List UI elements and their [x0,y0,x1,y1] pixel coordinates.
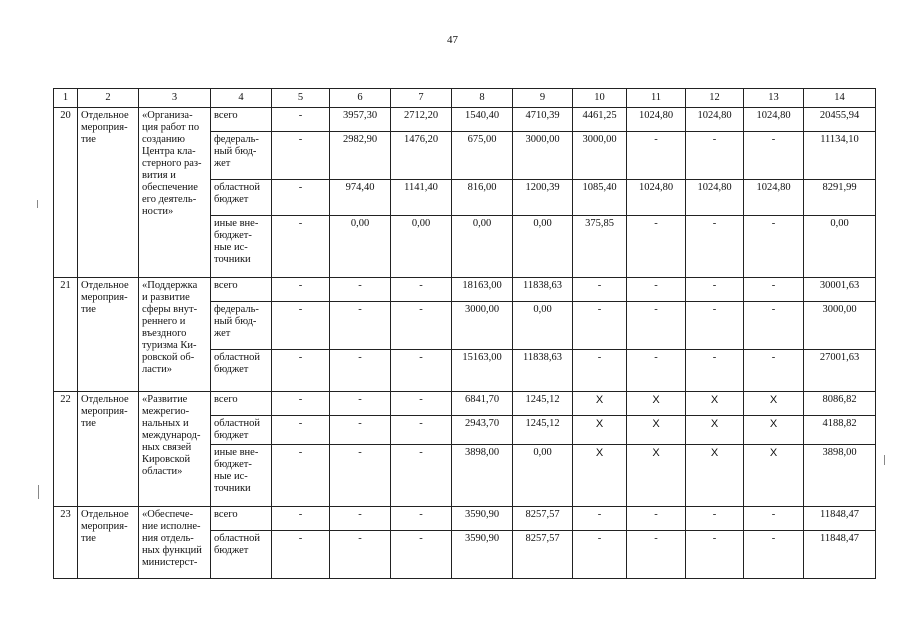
column-header-5: 5 [272,89,330,108]
value-cell-col-13: - [744,531,804,579]
value-cell-col-13: - [744,302,804,350]
value-cell-col-6: - [330,416,391,445]
value-cell-col-7: - [391,350,452,392]
value-cell-col-10: 3000,00 [573,132,627,180]
funding-source: федераль- ный бюд- жет [211,132,272,180]
value-cell-col-6: 3957,30 [330,108,391,132]
value-cell-col-9: 0,00 [513,445,573,507]
column-header-12: 12 [686,89,744,108]
value-cell-col-5: - [272,507,330,531]
column-header-2: 2 [78,89,139,108]
budget-table [53,88,876,579]
value-cell-col-10: 1085,40 [573,180,627,216]
value-cell-col-7: - [391,392,452,416]
measure-type: Отдельное мероприя- тие [78,108,139,278]
value-cell-col-9: 4710,39 [513,108,573,132]
measure-type: Отдельное мероприя- тие [78,392,139,507]
value-cell-col-11: X [627,416,686,445]
value-cell-col-8: 3590,90 [452,507,513,531]
value-cell-col-7: 1476,20 [391,132,452,180]
value-cell-col-8: 0,00 [452,216,513,278]
value-cell-col-13: - [744,507,804,531]
measure-type: Отдельное мероприя- тие [78,507,139,579]
value-cell-col-7: 0,00 [391,216,452,278]
value-cell-col-14: 3000,00 [804,302,876,350]
value-cell-col-12: X [686,392,744,416]
funding-source: областной бюджет [211,350,272,392]
column-header-7: 7 [391,89,452,108]
funding-source: всего [211,108,272,132]
column-header-10: 10 [573,89,627,108]
value-cell-col-13: X [744,416,804,445]
funding-source: областной бюджет [211,531,272,579]
table-body [54,89,876,579]
measure-type: Отдельное мероприя- тие [78,278,139,392]
value-cell-col-6: 2982,90 [330,132,391,180]
value-cell-col-9: 8257,57 [513,507,573,531]
value-cell-col-5: - [272,350,330,392]
value-cell-col-12: X [686,416,744,445]
row-number: 23 [54,507,78,579]
value-cell-col-10: - [573,531,627,579]
value-cell-col-5: - [272,302,330,350]
value-cell-col-14: 11848,47 [804,531,876,579]
value-cell-col-12: - [686,531,744,579]
value-cell-col-8: 675,00 [452,132,513,180]
value-cell-col-10: 4461,25 [573,108,627,132]
value-cell-col-13: 1024,80 [744,108,804,132]
value-cell-col-5: - [272,216,330,278]
value-cell-col-5: - [272,108,330,132]
funding-source: иные вне- бюджет- ные ис- точники [211,216,272,278]
table-row [54,278,876,302]
value-cell-col-8: 2943,70 [452,416,513,445]
value-cell-col-13: - [744,132,804,180]
value-cell-col-8: 3898,00 [452,445,513,507]
value-cell-col-5: - [272,392,330,416]
value-cell-col-12: - [686,507,744,531]
value-cell-col-5: - [272,416,330,445]
table-row [54,392,876,416]
value-cell-col-10: X [573,445,627,507]
row-number: 21 [54,278,78,392]
funding-source: областной бюджет [211,416,272,445]
value-cell-col-11: - [627,350,686,392]
value-cell-col-10: X [573,416,627,445]
scan-artifact-left-top [37,200,38,208]
value-cell-col-7: - [391,531,452,579]
value-cell-col-6: - [330,507,391,531]
value-cell-col-10: - [573,507,627,531]
value-cell-col-7: 1141,40 [391,180,452,216]
value-cell-col-11: X [627,445,686,507]
row-number: 22 [54,392,78,507]
value-cell-col-7: - [391,416,452,445]
funding-source: всего [211,507,272,531]
value-cell-col-5: - [272,531,330,579]
column-header-6: 6 [330,89,391,108]
value-cell-col-7: - [391,278,452,302]
value-cell-col-14: 11848,47 [804,507,876,531]
row-number: 20 [54,108,78,278]
value-cell-col-7: - [391,445,452,507]
value-cell-col-14: 3898,00 [804,445,876,507]
value-cell-col-8: 15163,00 [452,350,513,392]
column-header-4: 4 [211,89,272,108]
funding-source: областной бюджет [211,180,272,216]
page-number: 47 [447,34,458,46]
value-cell-col-10: - [573,302,627,350]
scan-artifact-right [884,455,885,465]
value-cell-col-10: - [573,278,627,302]
value-cell-col-11: 1024,80 [627,180,686,216]
column-header-3: 3 [139,89,211,108]
column-header-8: 8 [452,89,513,108]
value-cell-col-9: 8257,57 [513,531,573,579]
value-cell-col-5: - [272,180,330,216]
value-cell-col-11: - [627,132,686,180]
value-cell-col-6: - [330,392,391,416]
funding-source: иные вне- бюджет- ные ис- точники [211,445,272,507]
value-cell-col-8: 3590,90 [452,531,513,579]
value-cell-col-11: - [627,278,686,302]
value-cell-col-13: 1024,80 [744,180,804,216]
value-cell-col-6: - [330,302,391,350]
value-cell-col-11: X [627,392,686,416]
value-cell-col-12: - [686,278,744,302]
value-cell-col-13: X [744,392,804,416]
column-header-11: 11 [627,89,686,108]
value-cell-col-14: 20455,94 [804,108,876,132]
value-cell-col-14: 27001,63 [804,350,876,392]
value-cell-col-8: 3000,00 [452,302,513,350]
value-cell-col-12: - [686,350,744,392]
value-cell-col-6: 974,40 [330,180,391,216]
value-cell-col-6: - [330,531,391,579]
value-cell-col-9: 1245,12 [513,416,573,445]
table-row [54,507,876,531]
value-cell-col-12: 1024,80 [686,180,744,216]
value-cell-col-13: - [744,350,804,392]
column-header-1: 1 [54,89,78,108]
value-cell-col-12: X [686,445,744,507]
value-cell-col-11: - [627,531,686,579]
scan-artifact-left-bottom [38,485,39,499]
value-cell-col-6: - [330,445,391,507]
value-cell-col-5: - [272,278,330,302]
value-cell-col-14: 0,00 [804,216,876,278]
value-cell-col-11: - [627,216,686,278]
value-cell-col-9: 0,00 [513,302,573,350]
value-cell-col-14: 30001,63 [804,278,876,302]
value-cell-col-8: 816,00 [452,180,513,216]
column-header-9: 9 [513,89,573,108]
value-cell-col-11: - [627,302,686,350]
value-cell-col-10: - [573,350,627,392]
value-cell-col-9: 11838,63 [513,278,573,302]
measure-name: «Обеспече- ние исполне- ния отдель- ных функций министерст- [139,507,211,579]
value-cell-col-9: 1200,39 [513,180,573,216]
value-cell-col-6: - [330,278,391,302]
value-cell-col-9: 11838,63 [513,350,573,392]
value-cell-col-5: - [272,445,330,507]
value-cell-col-12: - [686,302,744,350]
funding-source: федераль- ный бюд- жет [211,302,272,350]
value-cell-col-14: 8086,82 [804,392,876,416]
value-cell-col-8: 6841,70 [452,392,513,416]
header-row [54,89,876,108]
value-cell-col-12: 1024,80 [686,108,744,132]
measure-name: «Развитие межрегио- нальных и международ- ных связей Кировской области» [139,392,211,507]
column-header-14: 14 [804,89,876,108]
value-cell-col-11: - [627,507,686,531]
value-cell-col-7: - [391,507,452,531]
value-cell-col-11: 1024,80 [627,108,686,132]
value-cell-col-7: 2712,20 [391,108,452,132]
value-cell-col-8: 18163,00 [452,278,513,302]
value-cell-col-9: 3000,00 [513,132,573,180]
value-cell-col-13: - [744,216,804,278]
measure-name: «Организа- ция работ по созданию Центра кла- стерного раз- вития и обеспечение его деятель- ности» [139,108,211,278]
funding-source: всего [211,392,272,416]
funding-source: всего [211,278,272,302]
value-cell-col-7: - [391,302,452,350]
value-cell-col-12: - [686,216,744,278]
value-cell-col-13: X [744,445,804,507]
value-cell-col-14: 8291,99 [804,180,876,216]
column-header-13: 13 [744,89,804,108]
value-cell-col-12: - [686,132,744,180]
value-cell-col-10: 375,85 [573,216,627,278]
table-row [54,108,876,132]
value-cell-col-9: 0,00 [513,216,573,278]
value-cell-col-8: 1540,40 [452,108,513,132]
value-cell-col-10: X [573,392,627,416]
value-cell-col-9: 1245,12 [513,392,573,416]
value-cell-col-14: 11134,10 [804,132,876,180]
value-cell-col-13: - [744,278,804,302]
value-cell-col-6: 0,00 [330,216,391,278]
value-cell-col-5: - [272,132,330,180]
measure-name: «Поддержка и развитие сферы внут- реннего и въездного туризма Ки- ровской об- ласти» [139,278,211,392]
value-cell-col-14: 4188,82 [804,416,876,445]
value-cell-col-6: - [330,350,391,392]
